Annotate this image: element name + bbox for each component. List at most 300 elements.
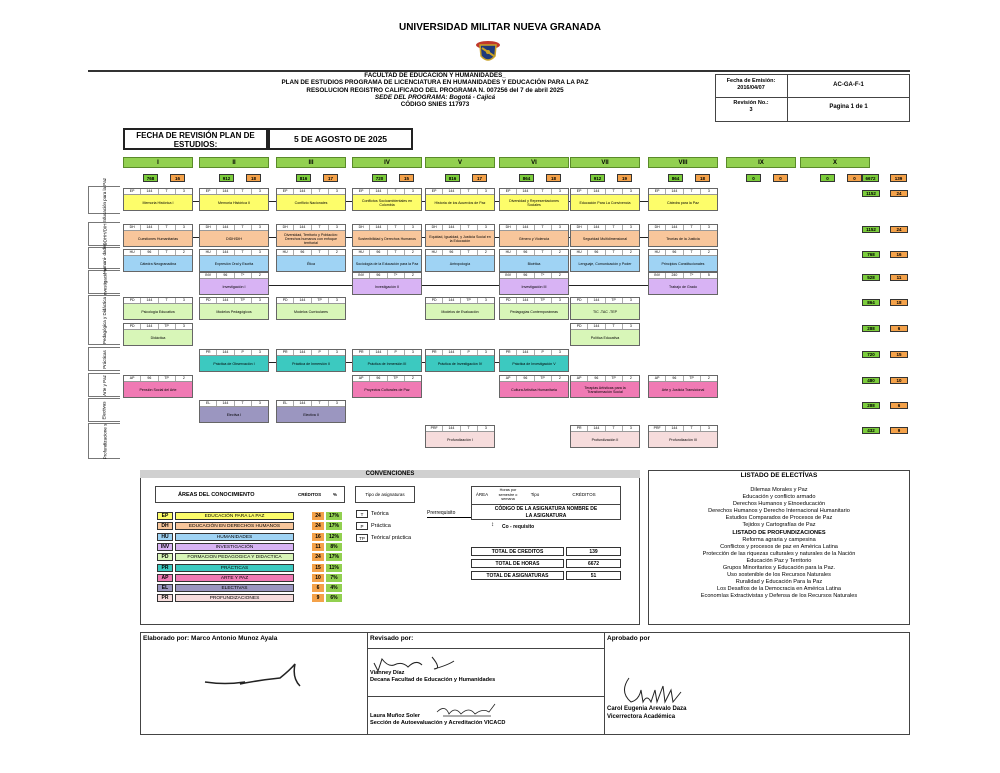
course-attr: 3 — [484, 225, 487, 229]
course-card[interactable] — [276, 188, 346, 211]
profundizacion-item: Reforma agraria y campesina — [742, 536, 816, 543]
course-attr: EP — [426, 189, 443, 194]
area-code-EL: EL — [157, 584, 173, 592]
review-date: 5 DE AGOSTO DE 2025 — [293, 134, 388, 144]
row-credits-3: 11 — [890, 274, 908, 281]
course-card[interactable] — [352, 272, 422, 295]
course-attr: T — [684, 250, 701, 255]
course-name: Cultura Artística Humanitaria — [500, 382, 568, 397]
course-attr: 240 — [666, 273, 683, 278]
area-name-3: INVESTIGACIÓN — [175, 543, 294, 551]
area-credits-7: 6 — [312, 584, 324, 592]
course-attr: 3 — [335, 401, 338, 405]
semester-credits-VIII: 18 — [695, 174, 710, 182]
course-name: Cátedra Neogranadina — [124, 256, 192, 271]
course-attr: 2 — [484, 250, 487, 254]
row-hours-9: 432 — [862, 427, 880, 434]
course-attr: DH — [649, 225, 666, 230]
course-attr: T — [606, 250, 623, 255]
course-attr: T — [606, 189, 623, 194]
course-attr: DH — [500, 225, 517, 230]
course-card[interactable] — [648, 224, 718, 247]
course-attr: 144 — [141, 324, 158, 329]
course-attr: 2 — [411, 376, 414, 380]
course-card[interactable] — [425, 297, 495, 320]
semester-header-IV: IV — [352, 157, 422, 168]
course-attr: TP — [388, 376, 405, 381]
course-attr: EP — [124, 189, 141, 194]
course-attr: 144 — [294, 225, 311, 230]
course-name: Diversidad y Representaciones Sociales — [500, 195, 568, 210]
revisado-por: Revisado por: — [370, 635, 414, 642]
area-credits-8: 9 — [312, 594, 324, 602]
course-attr: T* — [684, 273, 701, 278]
row-hours-7: 480 — [862, 377, 880, 384]
course-attr: 3 — [182, 225, 185, 229]
course-name: Práctica de Investigación IV — [426, 356, 494, 371]
types-header — [355, 486, 415, 503]
area-code-PD: PD — [157, 553, 173, 561]
course-card[interactable] — [276, 349, 346, 372]
course-attr: T* — [235, 273, 252, 278]
semester-header-X: X — [800, 157, 870, 168]
key-creditos: CRÉDITOS — [572, 492, 596, 497]
row-label-3 — [88, 270, 120, 294]
university-seal — [473, 36, 503, 66]
course-card[interactable] — [425, 349, 495, 372]
course-attr: PD — [277, 298, 294, 303]
course-card[interactable] — [199, 249, 269, 272]
course-card[interactable] — [123, 297, 193, 320]
course-card[interactable] — [199, 349, 269, 372]
course-name: Ética — [277, 256, 345, 271]
course-attr: 3 — [411, 225, 414, 229]
review-label-box — [123, 128, 268, 150]
type-label-T: Teórica — [371, 511, 389, 517]
row-credits-6: 15 — [890, 351, 908, 358]
course-attr: 144 — [294, 189, 311, 194]
course-attr: T* — [535, 273, 552, 278]
course-attr: HU — [649, 250, 666, 255]
semester-hours-IX: 0 — [746, 174, 761, 182]
course-attr: PR — [277, 350, 294, 355]
course-attr: TP — [159, 324, 176, 329]
semester-header-VIII: VIII — [648, 157, 718, 168]
area-credits-2: 16 — [312, 533, 324, 541]
course-card[interactable] — [276, 249, 346, 272]
course-card[interactable] — [570, 297, 640, 320]
course-attr: 3 — [335, 225, 338, 229]
course-attr: TP — [235, 298, 252, 303]
course-card[interactable] — [123, 188, 193, 211]
course-card[interactable] — [570, 323, 640, 346]
profundizacion-item: Ruralidad y Educación Para la Paz — [735, 579, 823, 586]
course-attr: T — [388, 250, 405, 255]
course-attr: T — [235, 225, 252, 230]
course-card[interactable] — [570, 425, 640, 448]
key-code-name: CÓDIGO DE LA ASIGNATURA NOMBRE DE LA ASIGNATURA — [494, 506, 598, 519]
course-name: Expresión Oral y Escrita — [200, 256, 268, 271]
course-attr: P — [312, 350, 329, 355]
course-attr: 144 — [666, 189, 683, 194]
course-attr: T — [159, 298, 176, 303]
course-name: Profundización I — [426, 432, 494, 447]
course-attr: 144 — [517, 189, 534, 194]
course-attr: TP — [461, 298, 478, 303]
course-card[interactable] — [123, 375, 193, 398]
connector-row-3 — [269, 285, 648, 286]
area-name-0: EDUCACIÓN PARA LA PAZ — [175, 512, 294, 520]
emission-label: Fecha de Emisión: — [726, 78, 776, 84]
course-attr: 144 — [141, 298, 158, 303]
electives-title: LISTADO DE ELECTÍVAS — [740, 472, 818, 479]
area-pct-1: 17% — [326, 522, 342, 530]
semester-credits-VI: 18 — [546, 174, 561, 182]
areas-title: ÁREAS DEL CONOCIMIENTO — [178, 492, 255, 498]
course-attr: 2 — [182, 376, 185, 380]
course-card[interactable] — [352, 375, 422, 398]
course-card[interactable] — [352, 249, 422, 272]
type-key-T: T — [356, 510, 368, 518]
course-name: Profundización II — [571, 432, 639, 447]
course-attr: 144 — [517, 350, 534, 355]
course-name: Bioética — [500, 256, 568, 271]
elective-item: Dilemas Morales y Paz — [750, 487, 808, 493]
semester-credits-IV: 15 — [399, 174, 414, 182]
course-attr: 144 — [217, 401, 234, 406]
course-attr: 3 — [258, 225, 261, 229]
course-card[interactable] — [648, 375, 718, 398]
area-code-PR: PR — [157, 594, 173, 602]
course-card[interactable] — [499, 349, 569, 372]
total-credits: 139 — [890, 174, 907, 182]
course-attr: P — [535, 350, 552, 355]
course-attr: 144 — [588, 189, 605, 194]
area-code-INV: INV — [157, 543, 173, 551]
semester-hours-II: 912 — [219, 174, 234, 182]
course-attr: 96 — [443, 250, 460, 255]
row-label-text: Arte y Paz — [101, 374, 107, 396]
course-card[interactable] — [499, 188, 569, 211]
course-card[interactable] — [123, 224, 193, 247]
course-name: Antropología — [426, 256, 494, 271]
course-attr: 2 — [558, 376, 561, 380]
area-name-4: FORMACION PEDAGOGICA Y DIDACTICA — [175, 553, 294, 561]
signature-elaborado — [200, 660, 310, 695]
course-attr: 2 — [707, 376, 710, 380]
row-credits-7: 10 — [890, 377, 908, 384]
row-credits-8: 6 — [890, 402, 908, 409]
semester-header-V: V — [425, 157, 495, 168]
course-name: Investigación I — [200, 279, 268, 294]
prereq-arrow — [427, 517, 471, 518]
course-card[interactable] — [352, 349, 422, 372]
course-card[interactable] — [199, 188, 269, 211]
area-name-5: PRÁCTICAS — [175, 564, 294, 572]
area-code-AP: AP — [157, 574, 173, 582]
profundizacion-item: Protección de las riquezas culturales y naturales de la Nación — [702, 550, 856, 557]
course-card[interactable] — [648, 272, 718, 295]
profundizacion-item: Los Desafíos de la Democracia en América Latina — [716, 586, 842, 593]
course-name: Política Educativa — [571, 330, 639, 345]
course-card[interactable] — [199, 400, 269, 423]
course-card[interactable] — [123, 249, 193, 272]
course-attr: 2 — [629, 250, 632, 254]
course-name: Investigación II — [353, 279, 421, 294]
course-card[interactable] — [425, 425, 495, 448]
course-attr: 96 — [141, 250, 158, 255]
course-attr: 96 — [517, 273, 534, 278]
course-attr: P — [388, 350, 405, 355]
row-label-6 — [88, 347, 120, 371]
course-attr: TP — [606, 298, 623, 303]
course-attr: P — [235, 350, 252, 355]
course-attr: 3 — [707, 426, 710, 430]
course-card[interactable] — [199, 272, 269, 295]
rev2-name: Laura Muñoz Soler — [370, 713, 421, 719]
course-attr: 144 — [370, 225, 387, 230]
course-attr: 144 — [443, 189, 460, 194]
course-attr: 2 — [707, 250, 710, 254]
profundizaciones-title: LISTADO DE PROFUNDIZACIONES — [732, 529, 826, 536]
course-attr: 144 — [517, 225, 534, 230]
course-attr: DH — [124, 225, 141, 230]
page-number: Pagina 1 de 1 — [829, 104, 868, 110]
course-card[interactable] — [425, 224, 495, 247]
course-name: Sostenibilidad y Derechos Humanos — [353, 231, 421, 246]
total-value-2: 51 — [566, 571, 621, 580]
area-credits-5: 15 — [312, 564, 324, 572]
course-attr: DH — [277, 225, 294, 230]
course-attr: 144 — [217, 298, 234, 303]
course-attr: 3 — [411, 350, 414, 354]
course-attr: 2 — [558, 273, 561, 277]
course-attr: 144 — [588, 298, 605, 303]
area-code-PR: PR — [157, 564, 173, 572]
course-card[interactable] — [276, 297, 346, 320]
semester-header-VI: VI — [499, 157, 569, 168]
course-card[interactable] — [570, 188, 640, 211]
course-name: Investigación III — [500, 279, 568, 294]
row-credits-4: 18 — [890, 299, 908, 306]
course-name: Diversidad, Territorio y Población: Derechos humanos con enfoque territorial — [277, 231, 345, 246]
course-name: Práctica de Investigación V — [500, 356, 568, 371]
area-credits-3: 11 — [312, 543, 324, 551]
area-name-7: ELECTIVAS — [175, 584, 294, 592]
course-attr: PR — [500, 350, 517, 355]
row-credits-9: 9 — [890, 427, 908, 434]
course-attr: T — [388, 225, 405, 230]
course-card[interactable] — [352, 224, 422, 247]
university-title: UNIVERSIDAD MILITAR NUEVA GRANADA — [398, 22, 602, 33]
semester-header-I: I — [123, 157, 193, 168]
elective-item: Derechos Humanos y Etnoeducación — [732, 501, 826, 508]
course-attr: 144 — [294, 298, 311, 303]
course-attr: PD — [571, 298, 588, 303]
semester-hours-X: 0 — [820, 174, 835, 182]
course-name: Terapias Artísticas para la Transformación Social — [571, 382, 639, 397]
course-attr: 144 — [443, 298, 460, 303]
course-attr: 96 — [666, 376, 683, 381]
prereq-label: Prerrequisito — [427, 510, 456, 516]
course-card[interactable] — [648, 188, 718, 211]
course-name: Psicología Educativa — [124, 304, 192, 319]
course-attr: 2 — [258, 273, 261, 277]
area-code-EP: EP — [157, 512, 173, 520]
course-attr: T — [159, 225, 176, 230]
course-attr: PRF — [649, 426, 666, 431]
row-credits-2: 16 — [890, 251, 908, 258]
course-card[interactable] — [499, 297, 569, 320]
course-card[interactable] — [425, 249, 495, 272]
course-attr: 96 — [294, 250, 311, 255]
course-card[interactable] — [499, 249, 569, 272]
course-attr: TP — [159, 376, 176, 381]
row-credits-0: 24 — [890, 190, 908, 197]
course-name: Historia de los Acuerdos de Paz — [426, 195, 494, 210]
course-attr: AP — [124, 376, 141, 381]
semester-credits-X: 0 — [847, 174, 862, 182]
row-label-8 — [88, 398, 120, 422]
course-attr: T — [684, 189, 701, 194]
course-attr: HU — [571, 250, 588, 255]
course-attr: DH — [353, 225, 370, 230]
course-attr: TP — [684, 376, 701, 381]
course-name: Práctica de Inmersión III — [353, 356, 421, 371]
course-name: Electiva II — [277, 407, 345, 422]
course-attr: 96 — [370, 273, 387, 278]
course-card[interactable] — [276, 224, 346, 247]
course-attr: T — [312, 250, 329, 255]
course-attr: 3 — [258, 250, 261, 254]
course-attr: 3 — [182, 189, 185, 193]
doc-code: AC-GA-F-1 — [833, 82, 864, 88]
course-attr: 144 — [443, 350, 460, 355]
faculty-name: FACULTAD DE EDUCACION Y HUMANIDADES_ — [364, 72, 506, 79]
row-label-2 — [88, 242, 120, 274]
course-attr: 144 — [666, 225, 683, 230]
course-attr: 3 — [558, 189, 561, 193]
course-attr: T — [235, 189, 252, 194]
course-attr: T — [606, 426, 623, 431]
course-name: Género y Violencia — [500, 231, 568, 246]
semester-hours-IV: 720 — [372, 174, 387, 182]
course-name: Trabajo de Grado — [649, 279, 717, 294]
course-card[interactable] — [570, 249, 640, 272]
course-attr: 3 — [484, 298, 487, 302]
course-attr: 96 — [370, 250, 387, 255]
course-attr: P — [461, 350, 478, 355]
course-attr: TP — [535, 298, 552, 303]
row-hours-3: 528 — [862, 274, 880, 281]
semester-hours-I: 768 — [143, 174, 158, 182]
elaborado-por: Elaborado por: Marco Antonio Munoz Ayala — [143, 635, 278, 642]
course-attr: T — [159, 189, 176, 194]
area-name-1: EDUCACIÓN EN DERECHOS HUMANOS — [175, 522, 294, 530]
course-attr: 144 — [217, 225, 234, 230]
semester-credits-III: 17 — [323, 174, 338, 182]
course-card[interactable] — [499, 375, 569, 398]
area-code-HU: HU — [157, 533, 173, 541]
type-key-P: P — [356, 522, 368, 530]
type-label-TP: Teórica/ práctica — [371, 535, 412, 541]
total-hours: 6672 — [862, 174, 879, 182]
course-attr: AP — [649, 376, 666, 381]
course-attr: T — [684, 426, 701, 431]
course-attr: 144 — [141, 225, 158, 230]
area-code-DH: DH — [157, 522, 173, 530]
row-hours-1: 1152 — [862, 226, 880, 233]
rev1-name: Vianney Díaz — [370, 670, 405, 676]
course-card[interactable] — [199, 297, 269, 320]
course-name: Educación Para La Convivencia — [571, 195, 639, 210]
course-name: Modelos Pedagógicos — [200, 304, 268, 319]
course-attr: 144 — [294, 401, 311, 406]
course-attr: AP — [353, 376, 370, 381]
course-attr: T — [235, 250, 252, 255]
profundizacion-item: Economías Extractivistas y Defensa de los Recursos Naturales — [700, 593, 858, 600]
course-card[interactable] — [499, 224, 569, 247]
course-attr: PD — [500, 298, 517, 303]
course-attr: T — [312, 401, 329, 406]
course-attr: 144 — [443, 225, 460, 230]
course-name: Pensión Social del Arte — [124, 382, 192, 397]
course-attr: 3 — [707, 189, 710, 193]
course-attr: EP — [649, 189, 666, 194]
total-label-2: TOTAL DE ASIGNATURAS — [471, 571, 564, 580]
course-card[interactable] — [425, 188, 495, 211]
course-attr: EP — [277, 189, 294, 194]
course-name: Sociología de la Educación para la Paz — [353, 256, 421, 271]
row-label-9 — [88, 423, 120, 459]
course-attr: 2 — [558, 250, 561, 254]
course-card[interactable] — [648, 425, 718, 448]
course-attr: T — [461, 225, 478, 230]
course-card[interactable] — [123, 323, 193, 346]
course-card[interactable] — [276, 400, 346, 423]
course-attr: 3 — [558, 225, 561, 229]
course-card[interactable] — [199, 224, 269, 247]
profundizacion-item: Grupos Minoritarios y Educación para la Paz. — [722, 565, 836, 572]
course-name: Seguridad Multidimensional — [571, 231, 639, 246]
row-label-4 — [88, 295, 120, 345]
area-pct-3: 8% — [326, 543, 342, 551]
course-card[interactable] — [648, 249, 718, 272]
area-credits-0: 24 — [312, 512, 324, 520]
course-attr: 3 — [335, 298, 338, 302]
row-hours-0: 1152 — [862, 190, 880, 197]
course-attr: 3 — [484, 350, 487, 354]
course-attr: 3 — [182, 298, 185, 302]
course-attr: INV — [500, 273, 517, 278]
row-label-text: Humani- dades — [101, 242, 107, 274]
area-pct-0: 17% — [326, 512, 342, 520]
row-hours-8: 288 — [862, 402, 880, 409]
course-attr: 3 — [484, 189, 487, 193]
course-attr: EL — [200, 401, 217, 406]
course-name: Cátedra para la Paz — [649, 195, 717, 210]
emission-date: 2016/04/07 — [737, 85, 765, 91]
course-attr: T — [461, 189, 478, 194]
semester-header-VII: VII — [570, 157, 640, 168]
course-attr: HU — [353, 250, 370, 255]
course-attr: TP — [312, 298, 329, 303]
course-card[interactable] — [352, 188, 422, 211]
course-card[interactable] — [499, 272, 569, 295]
course-card[interactable] — [570, 224, 640, 247]
course-card[interactable] — [570, 375, 640, 398]
course-attr: 3 — [258, 298, 261, 302]
